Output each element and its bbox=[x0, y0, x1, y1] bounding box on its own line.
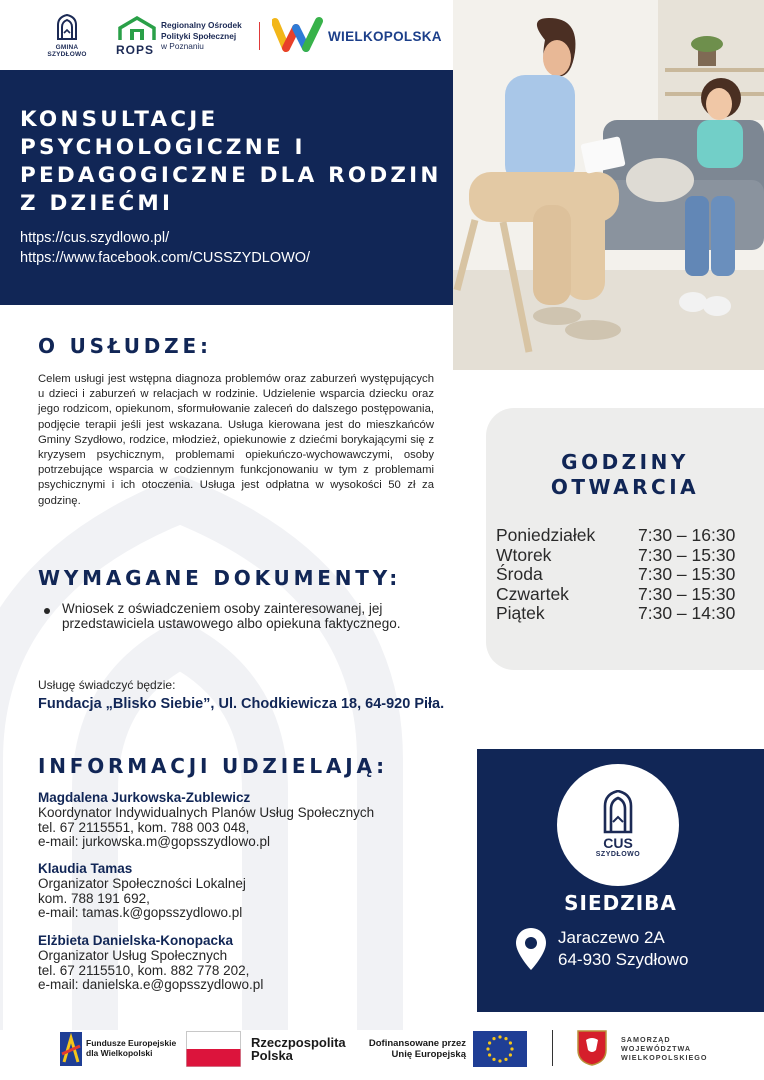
document-item: Wniosek z oświadczeniem osoby zainteresowanej, jej przedstawiciela ustawowego albo opiekuna faktycznego. bbox=[62, 601, 401, 631]
sw-line-3: WIELKOPOLSKIEGO bbox=[621, 1053, 708, 1062]
contact-email[interactable]: e-mail: danielska.e@gopsszydlowo.pl bbox=[38, 977, 264, 993]
documents-heading: WYMAGANE DOKUMENTY: bbox=[38, 566, 402, 590]
eu-flag-icon bbox=[473, 1031, 527, 1067]
rp-line-2: Polska bbox=[251, 1048, 293, 1063]
title-banner bbox=[0, 70, 453, 305]
contact-phone: tel. 67 2115510, kom. 882 778 202, bbox=[38, 962, 250, 978]
opening-hours-box bbox=[486, 408, 764, 670]
contact-card bbox=[38, 791, 458, 850]
headquarters-heading: SIEDZIBA bbox=[564, 891, 677, 915]
wielkopolska-word: WIELKOPOLSKA bbox=[328, 29, 442, 44]
rops-word: ROPS bbox=[116, 43, 155, 57]
sw-line-1: SAMORZĄD bbox=[621, 1035, 671, 1044]
contact-role: Koordynator Indywidualnych Planów Usług Społecznych bbox=[38, 804, 375, 820]
fundusze-europejskie-icon bbox=[60, 1032, 82, 1066]
provider-label: Usługę świadczyć będzie: bbox=[38, 678, 176, 692]
ue-line-2: Unię Europejską bbox=[391, 1049, 466, 1060]
provider-name: Fundacja „Blisko Siebie”, Ul. Chodkiewicza 18, 64-920 Piła. bbox=[38, 696, 445, 712]
hours-day: Wtorek bbox=[496, 544, 552, 565]
opening-hours-heading-line-2: OTWARCIA bbox=[550, 475, 700, 499]
therapy-session-photo bbox=[453, 0, 764, 370]
hours-row bbox=[496, 545, 746, 565]
fundusze-europejskie-label bbox=[86, 1038, 176, 1058]
gmina-szydlowo-logo bbox=[44, 14, 90, 58]
rops-line-3: w Poznaniu bbox=[161, 41, 204, 51]
contact-name: Magdalena Jurkowska-Zublewicz bbox=[38, 790, 251, 805]
contact-role: Organizator Usług Społecznych bbox=[38, 947, 228, 963]
hours-day: Piątek bbox=[496, 603, 545, 623]
rops-house-icon bbox=[116, 16, 158, 44]
contact-name: Elżbieta Danielska-Konopacka bbox=[38, 933, 234, 948]
page-title: KONSULTACJE PSYCHOLOGICZNE I PEDAGOGICZNE DLA RODZIN Z DZIEĆMI bbox=[20, 107, 442, 216]
opening-hours-heading-line-1: GODZINY bbox=[561, 450, 689, 474]
address-line-2: 64-930 Szydłowo bbox=[558, 950, 689, 969]
wielkopolska-coat-of-arms-icon bbox=[577, 1030, 607, 1066]
facebook-link[interactable]: https://www.facebook.com/CUSSZYDLOWO/ bbox=[20, 250, 311, 266]
contact-card bbox=[38, 934, 458, 993]
address-line-1: Jaraczewo 2A bbox=[558, 928, 665, 947]
gmina-crest-icon bbox=[56, 14, 78, 40]
hours-time: 7:30 – 16:30 bbox=[638, 525, 736, 545]
contact-role: Organizator Społeczności Lokalnej bbox=[38, 875, 246, 891]
hours-row bbox=[496, 603, 746, 623]
sw-line-2: WOJEWÓDZTWA bbox=[621, 1044, 692, 1053]
contact-email[interactable]: e-mail: jurkowska.m@gopsszydlowo.pl bbox=[38, 834, 271, 850]
contact-name: Klaudia Tamas bbox=[38, 861, 133, 876]
cus-logo-sub: SZYDŁOWO bbox=[595, 851, 641, 858]
hours-day: Poniedziałek bbox=[496, 525, 596, 545]
rp-line-1: Rzeczpospolita bbox=[251, 1035, 346, 1050]
polish-flag-icon bbox=[186, 1031, 241, 1067]
gmina-label: GMINA SZYDŁOWO bbox=[47, 44, 87, 58]
contact-card bbox=[38, 862, 458, 921]
logo-divider bbox=[259, 22, 260, 50]
hours-time: 7:30 – 15:30 bbox=[638, 544, 736, 565]
funding-footer bbox=[0, 1018, 764, 1080]
contact-email[interactable]: e-mail: tamas.k@gopsszydlowo.pl bbox=[38, 905, 243, 921]
bullet-icon bbox=[44, 608, 50, 614]
eu-funding-label bbox=[364, 1038, 466, 1060]
about-heading: O USŁUDZE: bbox=[38, 334, 212, 358]
ue-line-1: Dofinansowane przez bbox=[368, 1038, 466, 1049]
samorzad-label bbox=[621, 1035, 707, 1062]
hours-day: Czwartek bbox=[496, 583, 569, 604]
rops-logo bbox=[116, 16, 250, 60]
hours-row bbox=[496, 584, 746, 604]
cus-logo bbox=[557, 764, 679, 886]
hours-day: Środa bbox=[496, 564, 543, 584]
hours-row bbox=[496, 525, 746, 545]
hours-time: 7:30 – 14:30 bbox=[638, 603, 736, 623]
wielkopolska-w-icon bbox=[272, 16, 324, 54]
cus-crest-icon bbox=[603, 790, 633, 834]
about-description: Celem usługi jest wstępna diagnoza problemów oraz zaburzeń występujących u dzieci i zaburzeń w relacjach w rodzinie. Udzielenie wsparcia dziecku oraz jego rodzicom, opiekunom, sformułowanie zaleceń do dalszego postępowania, podjęcie terapii jeśli jest wskazana. Usługa kierowana jest do mieszkańców Gminy Szydłowo, rodzice, młodzież, opiekunowie z dziećmi borykającymi się z kryzysem psychicznym, problemami opiekuńczo-wychowawczymi, osoby potrzebujące wsparcia w codziennym funkcjonowaniu w tym z problemami psychicznymi i ich otoczenia. Usługa jest odpłatna w wysokości 50 zł za godzinę. bbox=[38, 373, 434, 507]
footer-divider bbox=[552, 1030, 553, 1066]
cus-logo-word: CUS bbox=[603, 835, 633, 851]
hours-row bbox=[496, 564, 746, 584]
rzeczpospolita-label bbox=[251, 1036, 346, 1062]
opening-hours-heading bbox=[486, 450, 764, 500]
wielkopolska-logo bbox=[272, 16, 442, 56]
fe-line-1: Fundusze Europejskie bbox=[86, 1038, 177, 1048]
contacts-heading: INFORMACJI UDZIELAJĄ: bbox=[38, 754, 388, 778]
hours-time: 7:30 – 15:30 bbox=[638, 583, 736, 604]
headquarters-box bbox=[477, 749, 764, 1012]
rops-line-2: Polityki Społecznej bbox=[161, 30, 237, 41]
location-pin-icon bbox=[515, 927, 547, 971]
contact-phone: tel. 67 2115551, kom. 788 003 048, bbox=[38, 819, 250, 835]
fe-line-2: dla Wielkopolski bbox=[86, 1048, 153, 1058]
website-link[interactable]: https://cus.szydlowo.pl/ bbox=[20, 230, 170, 246]
rops-line-1: Regionalny Ośrodek bbox=[161, 20, 242, 30]
contact-phone: kom. 788 191 692, bbox=[38, 890, 150, 906]
rops-name bbox=[161, 20, 242, 52]
hours-time: 7:30 – 15:30 bbox=[638, 564, 736, 584]
